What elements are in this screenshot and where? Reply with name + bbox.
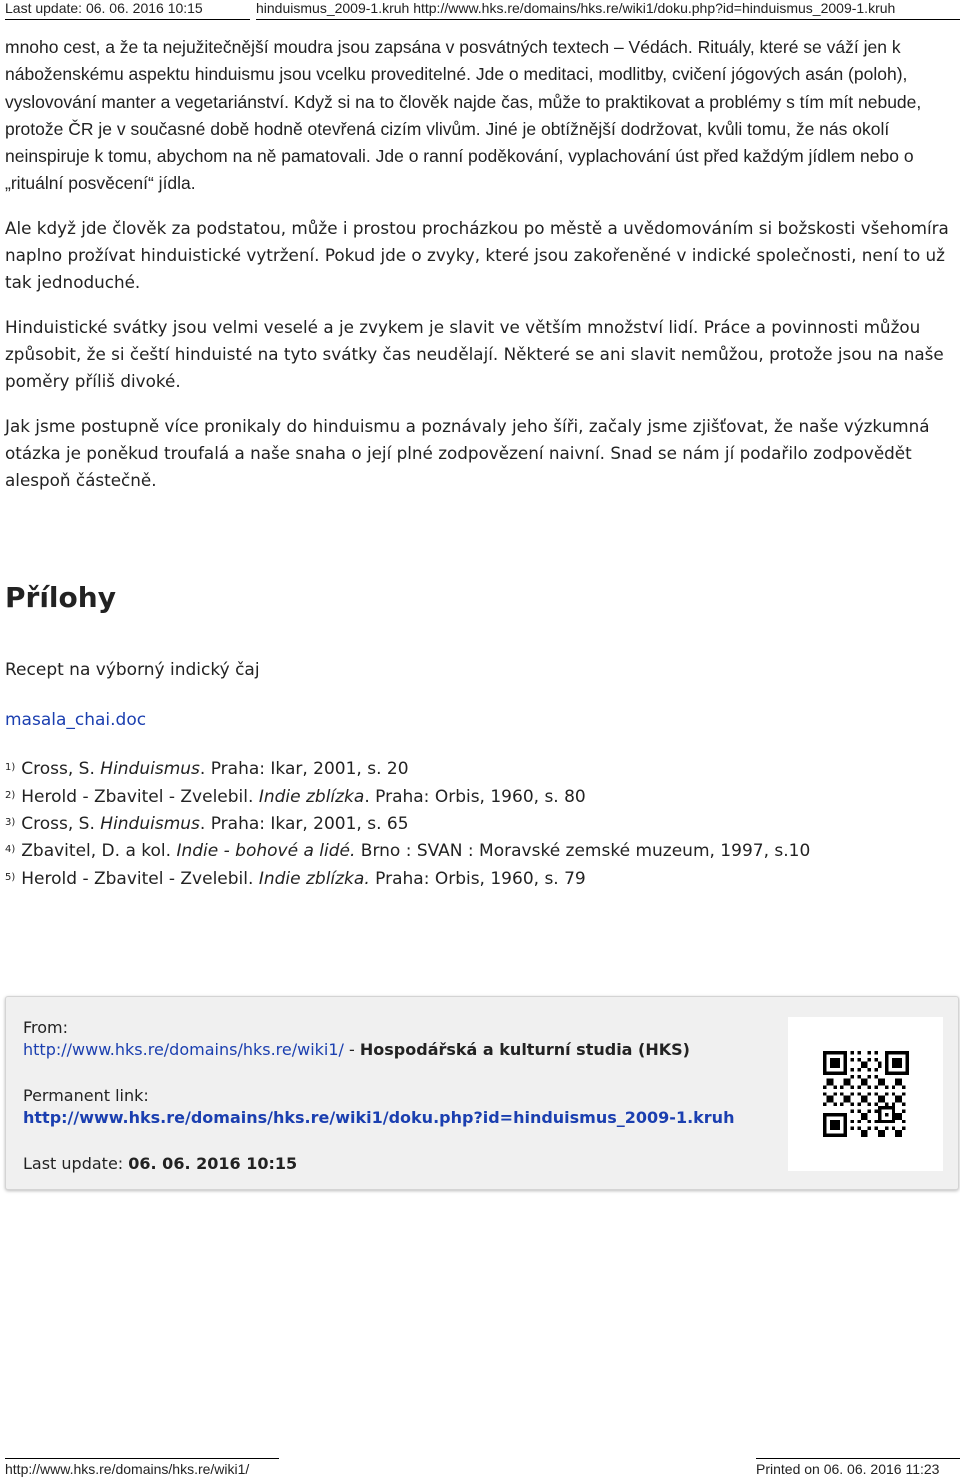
qr-module bbox=[864, 1061, 867, 1064]
page-footer bbox=[0, 1458, 960, 1478]
qr-module bbox=[885, 1061, 888, 1064]
footnote bbox=[5, 838, 955, 865]
qr-module bbox=[851, 1092, 854, 1095]
qr-module bbox=[902, 1085, 905, 1088]
qr-module bbox=[892, 1061, 895, 1064]
qr-module bbox=[840, 1092, 843, 1095]
qr-module bbox=[906, 1065, 909, 1068]
qr-module bbox=[833, 1127, 836, 1130]
qr-module bbox=[878, 1116, 881, 1119]
qr-module bbox=[875, 1058, 878, 1061]
qr-module bbox=[878, 1082, 881, 1085]
qr-module bbox=[864, 1113, 867, 1116]
qr-module bbox=[885, 1120, 888, 1123]
qr-module bbox=[881, 1134, 884, 1137]
paragraph: mnoho cest, a že ta nejužitečnější moudra jsou zapsána v posvátných textech – Védách. Rituály, které se váží jen k náboženskému aspektu hinduismu jsou vcelku proveditelné. Jde o meditaci, modlitby, cvičení jógových asán (poloh), vyslovování manter a vegetariánství. Když si na to člověk najde čas, může to praktikovat a problémy s tím mít nebude, protože ČR je v současné době hodně otevřená cizím vlivům. Jiné je obtížnější dodržovat, kvůli tomu, že nás okolí neinspiruje k tomu, abychom na ně pamatovali. Jde o ranní poděkování, vyplachování úst před každým jídlem nebo o „rituální posvěcení“ jídla. bbox=[5, 37, 922, 194]
qr-module bbox=[878, 1113, 881, 1116]
qr-code-image bbox=[823, 1051, 909, 1137]
qr-module bbox=[875, 1085, 878, 1088]
qr-module bbox=[840, 1085, 843, 1088]
qr-module bbox=[844, 1099, 847, 1102]
qr-module bbox=[892, 1113, 895, 1116]
qr-module bbox=[899, 1134, 902, 1137]
qr-module bbox=[851, 1075, 854, 1078]
qr-module bbox=[857, 1120, 860, 1123]
qr-module bbox=[861, 1113, 864, 1116]
qr-module bbox=[826, 1134, 829, 1137]
page-header bbox=[0, 0, 960, 22]
qr-module bbox=[833, 1103, 836, 1106]
qr-module bbox=[844, 1134, 847, 1137]
qr-module bbox=[837, 1120, 840, 1123]
qr-module bbox=[847, 1099, 850, 1102]
qr-module bbox=[906, 1061, 909, 1064]
qr-module bbox=[895, 1058, 898, 1061]
footnote bbox=[5, 756, 955, 783]
qr-module bbox=[864, 1096, 867, 1099]
footnote-number[interactable]: 2) bbox=[5, 789, 16, 801]
qr-module bbox=[875, 1127, 878, 1130]
qr-module bbox=[868, 1068, 871, 1071]
qr-module bbox=[875, 1051, 878, 1054]
qr-module bbox=[826, 1082, 829, 1085]
qr-module bbox=[868, 1109, 871, 1112]
qr-module bbox=[833, 1113, 836, 1116]
footnote-number[interactable]: 4) bbox=[5, 844, 16, 856]
qr-module bbox=[851, 1085, 854, 1088]
footnote-author: Cross, S. bbox=[21, 759, 101, 780]
footnote bbox=[5, 866, 955, 893]
qr-module bbox=[844, 1123, 847, 1126]
qr-module bbox=[885, 1068, 888, 1071]
footer-site-url: http://www.hks.re/domains/hks.re/wiki1/ bbox=[5, 1458, 279, 1477]
qr-module bbox=[833, 1058, 836, 1061]
qr-module bbox=[861, 1116, 864, 1119]
qr-module bbox=[899, 1051, 902, 1054]
qr-module bbox=[868, 1127, 871, 1130]
qr-module bbox=[878, 1120, 881, 1123]
qr-module bbox=[878, 1099, 881, 1102]
qr-module bbox=[861, 1130, 864, 1133]
qr-module bbox=[864, 1099, 867, 1102]
qr-module bbox=[881, 1120, 884, 1123]
qr-module bbox=[826, 1096, 829, 1099]
qr-module bbox=[906, 1058, 909, 1061]
qr-module bbox=[899, 1116, 902, 1119]
qr-module bbox=[851, 1103, 854, 1106]
qr-module bbox=[868, 1120, 871, 1123]
qr-module bbox=[830, 1113, 833, 1116]
qr-module bbox=[895, 1099, 898, 1102]
qr-module bbox=[861, 1061, 864, 1064]
qr-module bbox=[844, 1116, 847, 1119]
qr-module bbox=[888, 1051, 891, 1054]
qr-module bbox=[864, 1065, 867, 1068]
source-info-text bbox=[23, 1017, 788, 1175]
qr-module bbox=[837, 1072, 840, 1075]
qr-module bbox=[878, 1061, 881, 1064]
qr-module bbox=[875, 1068, 878, 1071]
qr-module bbox=[881, 1082, 884, 1085]
qr-module bbox=[857, 1085, 860, 1088]
qr-module bbox=[857, 1058, 860, 1061]
qr-module bbox=[899, 1061, 902, 1064]
qr-module bbox=[857, 1075, 860, 1078]
qr-module bbox=[899, 1096, 902, 1099]
qr-module bbox=[830, 1051, 833, 1054]
header-last-update: Last update: 06. 06. 2016 10:15 bbox=[5, 0, 250, 20]
footnote-title: Hinduismus bbox=[100, 814, 200, 835]
qr-module bbox=[892, 1116, 895, 1119]
qr-module bbox=[837, 1123, 840, 1126]
qr-module bbox=[837, 1127, 840, 1130]
qr-module bbox=[902, 1051, 905, 1054]
qr-module bbox=[826, 1113, 829, 1116]
qr-module bbox=[840, 1072, 843, 1075]
qr-module bbox=[899, 1130, 902, 1133]
qr-module bbox=[892, 1085, 895, 1088]
attachment-link[interactable]: masala_chai.doc bbox=[5, 710, 147, 731]
footnote-publication: . Praha: Ikar, 2001, s. 65 bbox=[199, 814, 409, 835]
qr-module bbox=[837, 1113, 840, 1116]
qr-module bbox=[892, 1065, 895, 1068]
qr-module bbox=[823, 1130, 826, 1133]
qr-module bbox=[857, 1127, 860, 1130]
qr-module bbox=[844, 1127, 847, 1130]
qr-module bbox=[851, 1051, 854, 1054]
qr-module bbox=[892, 1109, 895, 1112]
qr-module bbox=[837, 1065, 840, 1068]
qr-module bbox=[885, 1127, 888, 1130]
footnote-title: Indie zblízka. bbox=[258, 868, 370, 889]
last-update-line bbox=[23, 1153, 788, 1175]
qr-module bbox=[840, 1113, 843, 1116]
qr-module bbox=[857, 1092, 860, 1095]
qr-module bbox=[857, 1103, 860, 1106]
qr-module bbox=[895, 1072, 898, 1075]
qr-module bbox=[833, 1061, 836, 1064]
qr-module bbox=[885, 1103, 888, 1106]
qr-module bbox=[830, 1079, 833, 1082]
qr-module bbox=[888, 1106, 891, 1109]
qr-module bbox=[895, 1051, 898, 1054]
footnote-title: Hinduismus bbox=[100, 759, 200, 780]
qr-module bbox=[875, 1092, 878, 1095]
qr-module bbox=[868, 1103, 871, 1106]
qr-module bbox=[833, 1120, 836, 1123]
footnote-author: Cross, S. bbox=[21, 814, 101, 835]
qr-module bbox=[895, 1079, 898, 1082]
qr-module bbox=[895, 1065, 898, 1068]
qr-module bbox=[844, 1051, 847, 1054]
from-separator: - bbox=[343, 1040, 360, 1059]
qr-module bbox=[844, 1096, 847, 1099]
qr-module bbox=[895, 1113, 898, 1116]
qr-module bbox=[875, 1109, 878, 1112]
footnote-title: Indie zblízka bbox=[258, 786, 365, 807]
qr-module bbox=[899, 1065, 902, 1068]
qr-module bbox=[861, 1134, 864, 1137]
qr-module bbox=[899, 1113, 902, 1116]
qr-module bbox=[885, 1065, 888, 1068]
qr-module bbox=[861, 1099, 864, 1102]
qr-module bbox=[885, 1054, 888, 1057]
qr-module bbox=[844, 1065, 847, 1068]
qr-module bbox=[857, 1109, 860, 1112]
paragraph: Jak jsme postupně více pronikaly do hinduismu a poznávaly jeho šíři, začaly jsme zjišťovat, že naše výzkumná otázka je poněkud troufalá a naše snaha o její plné zodpovězení naivní. Snad se nám jí podařilo zodpovědět alespoň částečně. bbox=[5, 415, 930, 491]
footnote-publication: Brno : SVAN : Moravské zemské muzeum, 1997, s.10 bbox=[355, 841, 811, 862]
footnote-author: Zbavitel, D. a kol. bbox=[21, 841, 177, 862]
qr-module bbox=[830, 1065, 833, 1068]
qr-module bbox=[902, 1127, 905, 1130]
from-line bbox=[23, 1039, 788, 1061]
footer-printed-on: Printed on 06. 06. 2016 11:23 bbox=[756, 1458, 960, 1477]
qr-module bbox=[833, 1065, 836, 1068]
qr-module bbox=[864, 1082, 867, 1085]
qr-module bbox=[878, 1079, 881, 1082]
qr-module bbox=[826, 1072, 829, 1075]
qr-module bbox=[885, 1113, 888, 1116]
qr-module bbox=[895, 1134, 898, 1137]
qr-module bbox=[878, 1096, 881, 1099]
qr-module bbox=[902, 1120, 905, 1123]
qr-module bbox=[837, 1134, 840, 1137]
qr-module bbox=[906, 1051, 909, 1054]
qr-module bbox=[840, 1134, 843, 1137]
qr-module bbox=[826, 1051, 829, 1054]
qr-module bbox=[892, 1092, 895, 1095]
qr-module bbox=[844, 1054, 847, 1057]
qr-module bbox=[895, 1130, 898, 1133]
qr-module bbox=[830, 1061, 833, 1064]
qr-module bbox=[830, 1072, 833, 1075]
last-update-label: Last update: bbox=[23, 1154, 129, 1173]
qr-module bbox=[823, 1116, 826, 1119]
qr-module bbox=[861, 1079, 864, 1082]
qr-module bbox=[833, 1072, 836, 1075]
qr-module bbox=[823, 1127, 826, 1130]
permalink-link[interactable]: http://www.hks.re/domains/hks.re/wiki1/doku.php?id=hinduismus_2009-1.kruh bbox=[23, 1108, 735, 1127]
footnotes bbox=[5, 756, 955, 892]
qr-module bbox=[892, 1072, 895, 1075]
qr-module bbox=[878, 1134, 881, 1137]
from-label: From: bbox=[23, 1018, 69, 1037]
qr-module bbox=[844, 1061, 847, 1064]
qr-module bbox=[844, 1068, 847, 1071]
qr-module bbox=[899, 1072, 902, 1075]
qr-module bbox=[857, 1051, 860, 1054]
qr-module bbox=[857, 1068, 860, 1071]
qr-module bbox=[895, 1116, 898, 1119]
qr-module bbox=[892, 1120, 895, 1123]
qr-module bbox=[864, 1130, 867, 1133]
qr-module bbox=[885, 1106, 888, 1109]
qr-module bbox=[830, 1082, 833, 1085]
qr-module bbox=[902, 1109, 905, 1112]
qr-module bbox=[881, 1096, 884, 1099]
footnote-author: Herold - Zbavitel - Zvelebil. bbox=[21, 786, 259, 807]
qr-module bbox=[851, 1109, 854, 1112]
qr-module bbox=[823, 1085, 826, 1088]
qr-module bbox=[892, 1103, 895, 1106]
qr-module bbox=[878, 1106, 881, 1109]
qr-module bbox=[902, 1092, 905, 1095]
footnote bbox=[5, 784, 955, 811]
qr-module bbox=[830, 1123, 833, 1126]
footnote-number[interactable]: 1) bbox=[5, 762, 16, 774]
qr-module bbox=[851, 1127, 854, 1130]
qr-module bbox=[888, 1072, 891, 1075]
qr-module bbox=[892, 1127, 895, 1130]
qr-module bbox=[881, 1079, 884, 1082]
qr-module bbox=[823, 1051, 826, 1054]
last-update-value: 06. 06. 2016 10:15 bbox=[128, 1154, 298, 1173]
qr-module bbox=[833, 1051, 836, 1054]
qr-module bbox=[823, 1103, 826, 1106]
qr-module bbox=[888, 1120, 891, 1123]
qr-module bbox=[833, 1092, 836, 1095]
qr-module bbox=[885, 1051, 888, 1054]
section-heading: Přílohy bbox=[5, 581, 116, 615]
qr-module bbox=[892, 1051, 895, 1054]
qr-module bbox=[895, 1096, 898, 1099]
qr-module bbox=[875, 1120, 878, 1123]
qr-module bbox=[851, 1068, 854, 1071]
qr-module bbox=[830, 1134, 833, 1137]
qr-module bbox=[864, 1116, 867, 1119]
attachment-label: Recept na výborný indický čaj bbox=[5, 660, 260, 681]
qr-module bbox=[864, 1079, 867, 1082]
qr-module bbox=[830, 1120, 833, 1123]
footnote bbox=[5, 811, 955, 838]
qr-module bbox=[868, 1051, 871, 1054]
qr-module bbox=[840, 1103, 843, 1106]
qr-module bbox=[878, 1065, 881, 1068]
paragraph: Hinduistické svátky jsou velmi veselé a je zvykem je slavit ve větším množství lidí. Práce a povinnosti můžou způsobit, že si čeští hinduisté na tyto svátky čas neudělají. Některé se ani slavit nemůžou, protože jsou na naše poměry příliš divoké. bbox=[5, 316, 944, 392]
qr-module bbox=[823, 1065, 826, 1068]
qr-module bbox=[885, 1092, 888, 1095]
qr-module bbox=[844, 1130, 847, 1133]
qr-module bbox=[847, 1082, 850, 1085]
qr-module bbox=[844, 1072, 847, 1075]
qr-module bbox=[906, 1054, 909, 1057]
qr-module bbox=[868, 1085, 871, 1088]
qr-module bbox=[861, 1096, 864, 1099]
qr-module bbox=[847, 1079, 850, 1082]
qr-module bbox=[823, 1113, 826, 1116]
from-link[interactable]: http://www.hks.re/domains/hks.re/wiki1/ bbox=[23, 1040, 344, 1059]
qr-module bbox=[823, 1072, 826, 1075]
footnote-publication: Praha: Orbis, 1960, s. 79 bbox=[369, 868, 586, 889]
footnote-author: Herold - Zbavitel - Zvelebil. bbox=[21, 868, 259, 889]
qr-module bbox=[878, 1130, 881, 1133]
qr-module bbox=[892, 1058, 895, 1061]
qr-module bbox=[830, 1127, 833, 1130]
qr-module bbox=[826, 1079, 829, 1082]
qr-module bbox=[830, 1099, 833, 1102]
qr-module bbox=[892, 1106, 895, 1109]
qr-module bbox=[868, 1075, 871, 1078]
qr-module bbox=[823, 1123, 826, 1126]
qr-module bbox=[861, 1065, 864, 1068]
footnote-number[interactable]: 5) bbox=[5, 871, 16, 883]
qr-module bbox=[844, 1058, 847, 1061]
qr-module bbox=[868, 1092, 871, 1095]
qr-module bbox=[899, 1079, 902, 1082]
qr-module bbox=[823, 1068, 826, 1071]
qr-module bbox=[840, 1051, 843, 1054]
qr-module bbox=[837, 1058, 840, 1061]
qr-module bbox=[895, 1061, 898, 1064]
qr-module bbox=[875, 1103, 878, 1106]
qr-module bbox=[885, 1085, 888, 1088]
qr-module bbox=[881, 1106, 884, 1109]
qr-module bbox=[830, 1058, 833, 1061]
qr-module bbox=[837, 1061, 840, 1064]
qr-module bbox=[844, 1079, 847, 1082]
qr-module bbox=[899, 1058, 902, 1061]
qr-module bbox=[833, 1085, 836, 1088]
qr-module bbox=[844, 1120, 847, 1123]
qr-module bbox=[906, 1068, 909, 1071]
qr-module bbox=[823, 1092, 826, 1095]
qr-module bbox=[833, 1123, 836, 1126]
qr-module bbox=[830, 1096, 833, 1099]
qr-module bbox=[864, 1134, 867, 1137]
qr-module bbox=[823, 1058, 826, 1061]
footnote-publication: . Praha: Orbis, 1960, s. 80 bbox=[364, 786, 586, 807]
page-content bbox=[5, 34, 955, 893]
qr-module bbox=[826, 1099, 829, 1102]
qr-module bbox=[902, 1103, 905, 1106]
qr-module bbox=[823, 1134, 826, 1137]
qr-module bbox=[844, 1082, 847, 1085]
qr-module bbox=[847, 1096, 850, 1099]
qr-module bbox=[895, 1082, 898, 1085]
paragraph: Ale když jde člověk za podstatou, může i prostou procházkou po městě a uvědomováním si božskosti všehomíra naplno prožívat hinduistické vytržení. Pokud jde o zvyky, které jsou zakořeněné v indické společnosti, není to už tak jednoduché. bbox=[5, 217, 949, 293]
qr-module bbox=[851, 1120, 854, 1123]
qr-code bbox=[788, 1017, 943, 1171]
qr-module bbox=[823, 1054, 826, 1057]
qr-module bbox=[851, 1058, 854, 1061]
qr-module bbox=[899, 1082, 902, 1085]
footnote-publication: . Praha: Ikar, 2001, s. 20 bbox=[199, 759, 409, 780]
qr-module bbox=[885, 1058, 888, 1061]
site-name: Hospodářská a kulturní studia (HKS) bbox=[359, 1040, 690, 1059]
qr-module bbox=[837, 1051, 840, 1054]
qr-module bbox=[885, 1072, 888, 1075]
source-info-box bbox=[5, 996, 959, 1190]
permalink-label: Permanent link: bbox=[23, 1086, 149, 1105]
qr-module bbox=[881, 1099, 884, 1102]
footnote-title: Indie - bohové a lidé. bbox=[176, 841, 356, 862]
qr-module bbox=[823, 1120, 826, 1123]
qr-module bbox=[844, 1113, 847, 1116]
qr-module bbox=[868, 1058, 871, 1061]
qr-module bbox=[875, 1075, 878, 1078]
qr-module bbox=[833, 1134, 836, 1137]
qr-module bbox=[823, 1061, 826, 1064]
qr-module bbox=[881, 1130, 884, 1133]
qr-module bbox=[902, 1072, 905, 1075]
footnote-number[interactable]: 3) bbox=[5, 817, 16, 829]
qr-module bbox=[861, 1082, 864, 1085]
qr-module bbox=[899, 1099, 902, 1102]
header-page-url: hinduismus_2009-1.kruh http://www.hks.re/domains/hks.re/wiki1/doku.php?id=hinduismus_2009-1.kruh bbox=[256, 0, 960, 20]
qr-module bbox=[906, 1072, 909, 1075]
qr-module bbox=[878, 1109, 881, 1112]
